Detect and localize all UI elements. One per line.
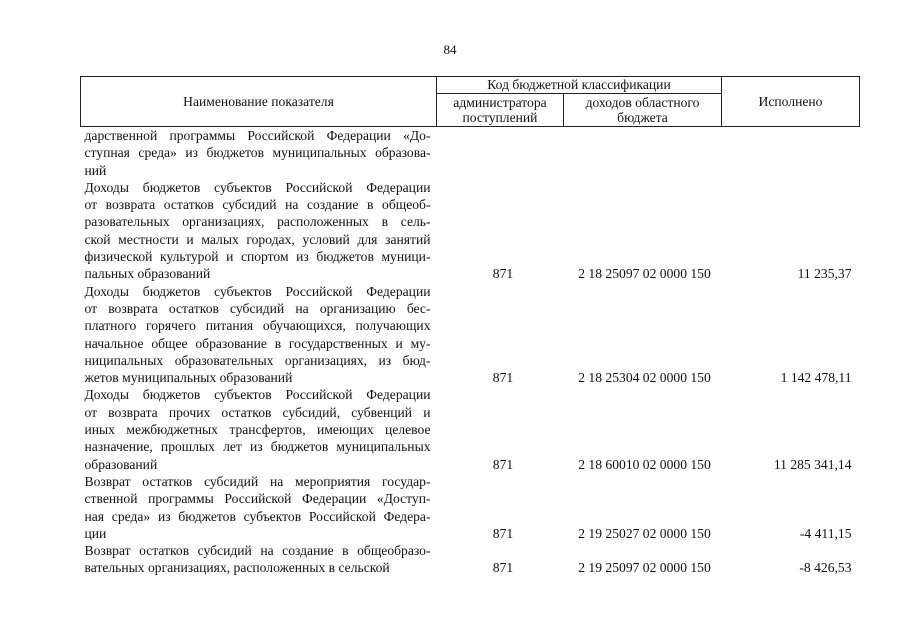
executed-amount-cell: 11 285 341,14	[773, 456, 852, 472]
indicator-name-cell	[81, 473, 437, 542]
indicator-name-line: образований	[84, 456, 158, 472]
table-row	[81, 473, 860, 542]
income-code-cell: 2 18 25304 02 0000 150	[578, 370, 711, 386]
administrator-code-cell: 871	[492, 266, 514, 282]
table-row	[81, 127, 860, 179]
indicator-name-line: назначение, прошлых лет из бюджетов муниципальных	[84, 439, 431, 455]
administrator-code-cell	[437, 127, 564, 179]
indicator-name-line: Доходы бюджетов субъектов Российской Федерации	[84, 283, 431, 299]
indicator-name-line: Доходы бюджетов субъектов Российской Федерации	[84, 387, 431, 403]
indicator-name-line: от возврата прочих остатков субсидий, субвенций и	[84, 404, 431, 420]
indicator-name-cell	[81, 386, 437, 472]
table-row	[81, 542, 860, 577]
executed-amount-cell: 11 235,37	[797, 266, 852, 282]
indicator-name-line: ской местности и малых городах, условий для занятий	[84, 231, 431, 247]
indicator-name-line: от возврата остатков субсидий на организацию бес-	[84, 300, 431, 316]
table-row	[81, 179, 860, 283]
indicator-name-line: ступная среда» из бюджетов муниципальных образова-	[84, 145, 431, 161]
indicator-name-line: ний	[84, 162, 107, 178]
income-code-cell: 2 19 25097 02 0000 150	[578, 560, 711, 576]
indicator-name-line: Доходы бюджетов субъектов Российской Федерации	[84, 179, 431, 195]
income-code-cell	[564, 127, 722, 179]
administrator-code-cell: 871	[492, 525, 514, 541]
indicator-name-line: начальное общее образование в государственных и му-	[84, 335, 431, 351]
executed-amount-cell: -4 411,15	[799, 525, 852, 541]
table-header	[81, 77, 860, 127]
indicator-name-line: разовательных организациях, расположенных в сель-	[84, 214, 431, 230]
indicator-name-cell	[81, 283, 437, 387]
header-executed: Исполнено	[722, 77, 860, 127]
executed-amount-cell: -8 426,53	[799, 560, 852, 576]
indicator-name-line: ции	[84, 525, 107, 541]
header-budget-classification-code: Код бюджетной классификации	[437, 77, 722, 94]
administrator-code-cell: 871	[492, 456, 514, 472]
income-code-cell: 2 18 25097 02 0000 150	[578, 266, 711, 282]
indicator-name-line: от возврата остатков субсидий на создание в общеоб-	[84, 197, 431, 213]
indicator-name-cell	[81, 179, 437, 283]
administrator-code-cell: 871	[492, 560, 514, 576]
indicator-name-line: ственной программы Российской Федерации «Доступ-	[84, 491, 431, 507]
table-row	[81, 283, 860, 387]
income-code-cell: 2 19 25027 02 0000 150	[578, 525, 711, 541]
table-row	[81, 386, 860, 472]
indicator-name-line: иных межбюджетных трансфертов, имеющих целевое	[84, 422, 431, 438]
header-indicator-name: Наименование показателя	[81, 77, 437, 127]
budget-table	[80, 76, 860, 577]
indicator-name-line: физической культурой и спортом из бюджетов муници-	[84, 249, 431, 265]
indicator-name-line: жетов муниципальных образований	[84, 370, 293, 386]
executed-amount-cell	[722, 127, 860, 179]
header-regional-budget-income: доходов областного бюджета	[564, 94, 722, 127]
indicator-name-line: ниципальных образовательных организациях, из бюд-	[84, 352, 431, 368]
indicator-name-line: пальных образований	[84, 266, 211, 282]
header-administrator: администратора поступлений	[437, 94, 564, 127]
indicator-name-cell	[81, 127, 437, 179]
indicator-name-line: Возврат остатков субсидий на создание в общеобразо-	[84, 543, 431, 559]
indicator-name-line: ная среда» из бюджетов субъектов Российской Федера-	[84, 508, 431, 524]
indicator-name-line: платного горячего питания обучающихся, получающих	[84, 318, 431, 334]
executed-amount-cell: 1 142 478,11	[780, 370, 852, 386]
indicator-name-line: дарственной программы Российской Федерации «До-	[84, 128, 431, 143]
table-body	[81, 127, 860, 577]
administrator-code-cell: 871	[492, 370, 514, 386]
indicator-name-line: вательных организациях, расположенных в сельской	[84, 560, 390, 576]
page-number: 84	[443, 42, 457, 57]
income-code-cell: 2 18 60010 02 0000 150	[578, 456, 711, 472]
indicator-name-cell	[81, 542, 437, 577]
indicator-name-line: Возврат остатков субсидий на мероприятия государ-	[84, 473, 431, 489]
